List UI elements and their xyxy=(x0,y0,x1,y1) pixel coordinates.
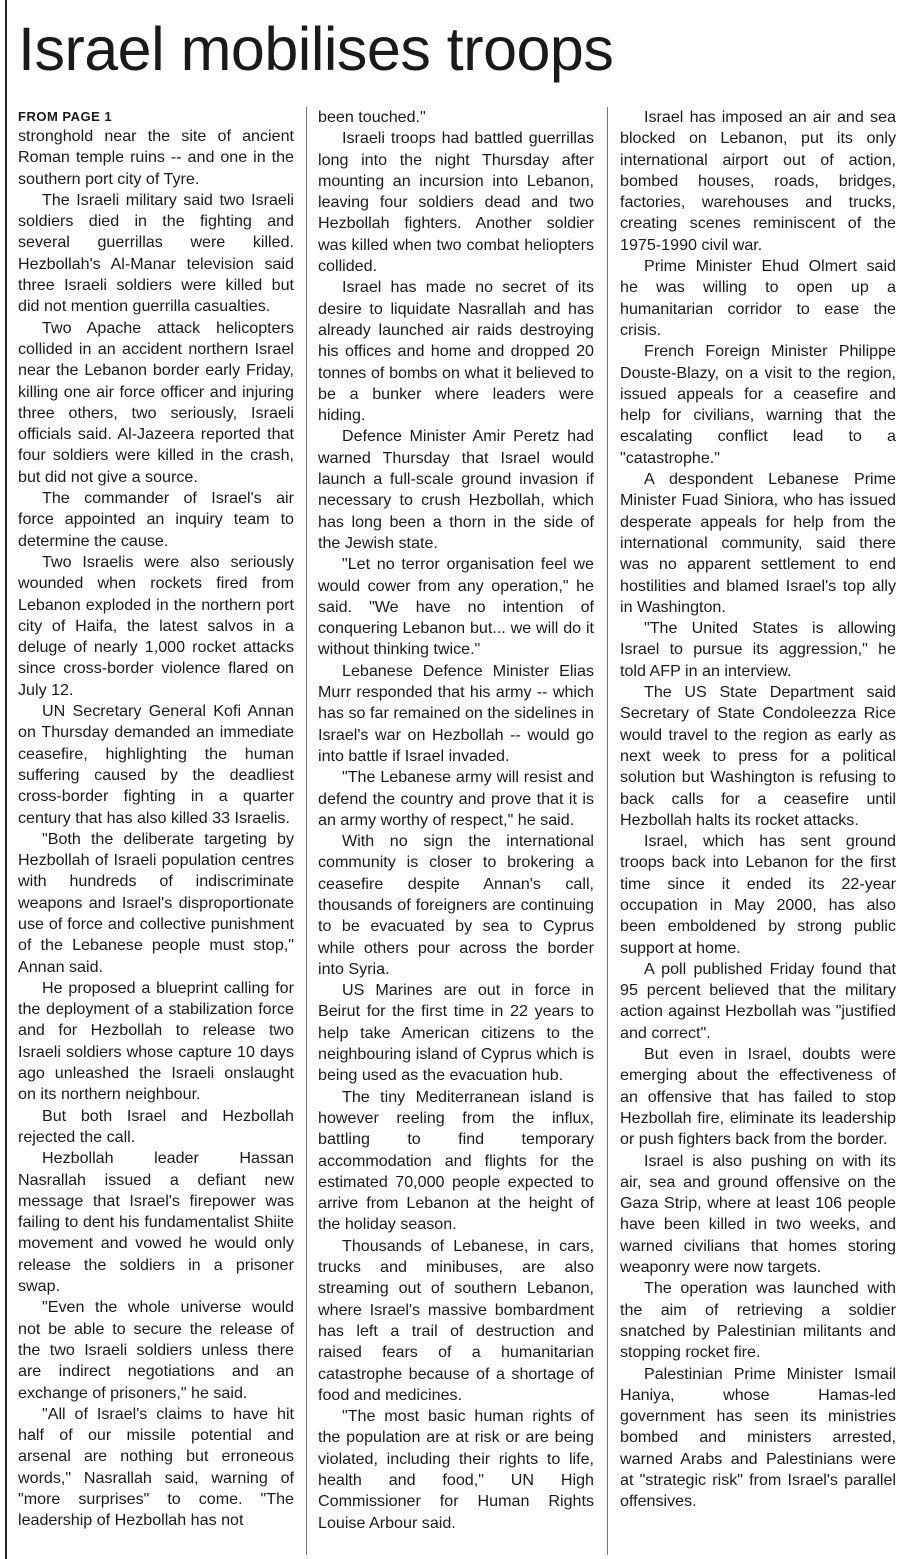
paragraph: UN Secretary General Kofi Annan on Thursday demanded an immediate ceasefire, highlighting the human suffering caused by the deadliest cross-border fighting in a quarter century that has also killed 33 Israelis. xyxy=(18,702,294,827)
paragraph: Israel, which has sent ground troops back into Lebanon for the first time since it ended its 22-year occupation in May 2000, has also been emboldened by strong public support at home. xyxy=(620,832,896,957)
column-divider xyxy=(607,107,608,1555)
paragraph: "Even the whole universe would not be able to secure the release of the two Israeli soldiers unless there are indirect negotiations and an exchange of prisoners," he said. xyxy=(18,1298,294,1402)
paragraph: Israel is also pushing on with its air, sea and ground offensive on the Gaza Strip, where at least 106 people have been killed in two weeks, and warned civilians that homes storing weaponry were now targets. xyxy=(620,1151,896,1277)
paragraph: stronghold near the site of ancient Roman temple ruins -- and one in the southern port city of Tyre. xyxy=(18,127,294,188)
paragraph: The operation was launched with the aim of retrieving a soldier snatched by Palestinian militants and stopping rocket fire. xyxy=(620,1279,896,1362)
column-divider xyxy=(306,107,307,1555)
paragraph: Lebanese Defence Minister Elias Murr responded that his army -- which has so far remained on the sidelines in Israel's war on Hezbollah -- would go into battle if Israel invaded. xyxy=(318,661,594,765)
article-column-2 xyxy=(318,107,594,1557)
paragraph: A poll published Friday found that 95 percent believed that the military action against Hezbollah was "justified and correct". xyxy=(620,959,896,1042)
paragraph: Two Israelis were also seriously wounded when rockets fired from Lebanon exploded in the northern port city of Haifa, the latest salvos in a deluge of nearly 1,000 rocket attacks since cross-border violence flared on July 12. xyxy=(18,552,294,699)
paragraph: Palestinian Prime Minister Ismail Haniya, whose Hamas-led government has seen its ministries bombed and ministers arrested, warned Arabs and Palestinians were at "strategic risk" from Israel's parallel offensives. xyxy=(620,1364,896,1511)
headline: Israel mobilises troops xyxy=(18,15,614,83)
paragraph: French Foreign Minister Philippe Douste-Blazy, on a visit to the region, issued appeals for a ceasefire and help for civilians, warning that the escalating conflict lead to a "catastrophe." xyxy=(620,342,896,467)
left-border-rule xyxy=(5,0,7,1559)
paragraph: "The United States is allowing Israel to pursue its aggression," he told AFP in an interview. xyxy=(620,619,896,680)
kicker: FROM PAGE 1 xyxy=(18,109,113,124)
paragraph: Israel has made no secret of its desire to liquidate Nasrallah and has already launched air raids destroying his offices and home and dropped 20 tonnes of bombs on what it believed to be a bunker where leaders were hiding. xyxy=(318,278,594,425)
article-column-1 xyxy=(18,107,294,1557)
paragraph: been touched." xyxy=(318,108,426,126)
paragraph: A despondent Lebanese Prime Minister Fuad Siniora, who has issued desperate appeals for help from the international community, said there was no apparent settlement to end hostilities and blamed Israel's top ally in Washington. xyxy=(620,470,896,616)
paragraph: But even in Israel, doubts were emerging about the effectiveness of an offensive that has failed to stop Hezbollah fire, eliminate its leadership or push fighters back from the border. xyxy=(620,1045,896,1149)
paragraph: US Marines are out in force in Beirut for the first time in 22 years to help take American citizens to the neighbouring island of Cyprus which is being used as the evacuation hub. xyxy=(318,981,594,1085)
paragraph: The tiny Mediterranean island is however reeling from the influx, battling to find temporary accommodation and flights for the estimated 70,000 people expected to arrive from Lebanon at the height of the holiday season. xyxy=(318,1087,594,1234)
paragraph: "Let no terror organisation feel we would cower from any operation," he said. "We have no intention of conquering Lebanon but... we will do it without thinking twice." xyxy=(318,555,594,659)
paragraph: The US State Department said Secretary of State Condoleezza Rice would travel to the region as early as next week to press for a political solution but Washington is refusing to back calls for a ceasefire until Hezbollah halts its rocket attacks. xyxy=(620,683,896,829)
paragraph: "All of Israel's claims to have hit half of our missile potential and arsenal are nothing but erroneous words," Nasrallah said, warning of "more surprises" to come. "The leadership of Hezbollah has not xyxy=(18,1404,294,1530)
paragraph: Thousands of Lebanese, in cars, trucks and minibuses, are also streaming out of southern Lebanon, where Israel's massive bombardment has left a trail of destruction and raised fears of a humanitarian catastrophe because of a shortage of food and medicines. xyxy=(318,1236,594,1404)
paragraph: Prime Minister Ehud Olmert said he was willing to open up a humanitarian corridor to ease the crisis. xyxy=(620,257,896,339)
paragraph: "Both the deliberate targeting by Hezbollah of Israeli population centres with hundreds of indiscriminate weapons and Israel's disproportionate use of force and collective punishment of the Lebanese people must stop," Annan said. xyxy=(18,829,294,976)
paragraph: But both Israel and Hezbollah rejected the call. xyxy=(18,1106,294,1146)
paragraph: Israel has imposed an air and sea blocked on Lebanon, put its only international airport out of action, bombed houses, roads, bridges, factories, warehouses and trucks, creating scenes reminiscent of the 1975-1990 civil war. xyxy=(620,108,896,254)
paragraph: "The Lebanese army will resist and defend the country and prove that it is an army worthy of respect," he said. xyxy=(318,768,594,829)
paragraph: Two Apache attack helicopters collided in an accident northern Israel near the Lebanon border early Friday, killing one air force officer and injuring three others, two seriously, Israeli officials said. Al-Jazeera reported that four soldiers were killed in the crash, but did not give a source. xyxy=(18,318,294,486)
paragraph: The Israeli military said two Israeli soldiers died in the fighting and several guerrillas were killed. Hezbollah's Al-Manar television said three Israeli soldiers were killed but did not mention guerrilla casualties. xyxy=(18,190,294,316)
paragraph: With no sign the international community is closer to brokering a ceasefire despite Annan's call, thousands of foreigners are continuing to be evacuated by sea to Cyprus while others pour across the border into Syria. xyxy=(318,832,594,978)
paragraph: He proposed a blueprint calling for the deployment of a stabilization force and for Hezbollah to release two Israeli soldiers whose capture 10 days ago unleashed the Israeli onslaught on its northern neighbour. xyxy=(18,978,294,1104)
article-column-3 xyxy=(620,107,896,1557)
paragraph: Israeli troops had battled guerrillas long into the night Thursday after mounting an incursion into Lebanon, leaving four soldiers dead and two Hezbollah fighters. Another soldier was killed when two combat heliopters collided. xyxy=(318,129,594,276)
paragraph: The commander of Israel's air force appointed an inquiry team to determine the cause. xyxy=(18,489,294,550)
paragraph: "The most basic human rights of the population are at risk or are being violated, including their rights to life, health and food," UN High Commissioner for Human Rights Louise Arbour said. xyxy=(318,1407,594,1532)
paragraph: Hezbollah leader Hassan Nasrallah issued a defiant new message that Israel's firepower was failing to dent his fundamentalist Shiite movement and vowed he would only release the soldiers in a prisoner swap. xyxy=(18,1149,294,1296)
paragraph: Defence Minister Amir Peretz had warned Thursday that Israel would launch a full-scale ground invasion if necessary to crush Hezbollah, which has long been a thorn in the side of the Jewish state. xyxy=(318,427,594,552)
